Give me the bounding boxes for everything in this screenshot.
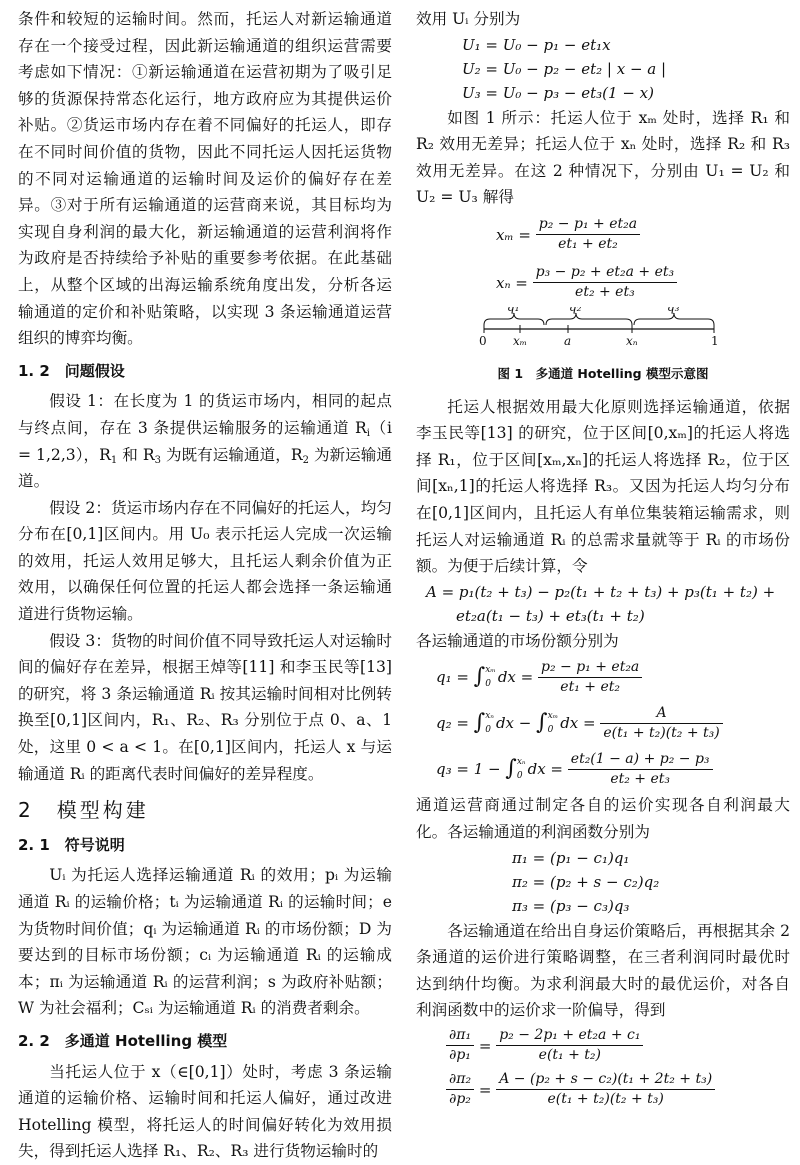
derivative-eq-1 [416, 1024, 790, 1068]
indifference-paragraph: 如图 1 所示：托运人位于 xₘ 处时，选择 R₁ 和 R₂ 效用无差异；托运人位于 xₙ 处时，选择 R₂ 和 R₃ 效用无差异。在这 2 种情况下，分别由 U₁ = U₂ 和 U₂ = U₃ 解得 [416, 108, 790, 207]
brace-q2 [546, 313, 632, 325]
integral-sign: ∫ [505, 756, 517, 782]
equals-sign: = [478, 1036, 492, 1055]
section-1-2-heading: 1. 2 问题假设 [18, 361, 125, 380]
profit-eq-1: π₁ = (p₁ − c₁)q₁ [512, 848, 630, 867]
hotelling-paragraph: 当托运人位于 x（∈[0,1]）处时，考虑 3 条运输通道的运输价格、运输时间和托运人偏好，通过改进 Hotelling 模型，将托运人的时间偏好转化为效用损失，得到托运人选择 R₁、R₂、R₃ 进行货物运输时的 [18, 1062, 392, 1161]
q2-lhs: q₂ = [436, 714, 469, 733]
d2-lhs-numerator: ∂π₂ [446, 1070, 474, 1090]
d1-lhs-numerator: ∂π₁ [446, 1026, 474, 1046]
figure-caption: 图 1 多通道 Hotelling 模型示意图 [497, 365, 709, 381]
profit-eq-2: π₂ = (p₂ + s − c₂)q₂ [512, 872, 660, 891]
q3-equation [416, 746, 790, 792]
profit-intro: 通道运营商通过制定各自的运价实现各自利润最大化。各运输通道的利润函数分别为 [416, 796, 790, 841]
q3-lhs: q₃ = 1 − [436, 760, 501, 779]
q3-denominator: et₂ + et₃ [610, 770, 670, 787]
equals-sign: = [478, 1080, 492, 1099]
label-0: 0 [479, 333, 487, 348]
section-2-2-heading: 2. 2 多通道 Hotelling 模型 [18, 1031, 228, 1050]
hotelling-diagram [416, 307, 790, 357]
xn-fraction [533, 263, 677, 302]
d1-lhs-denominator: ∂p₁ [449, 1047, 471, 1064]
q2-dx-minus: dx − [495, 714, 532, 733]
d1-rhs-fraction [496, 1026, 643, 1065]
q2-equation [416, 700, 790, 746]
q1-numerator: p₂ − p₁ + et₂a [538, 658, 642, 678]
left-column [18, 6, 392, 1165]
choice-paragraph: 托运人根据效用最大化原则选择运输通道，依据李玉民等[13] 的研究，位于区间[0,xₘ]的托运人将选择 R₁，位于区间[xₘ,xₙ]的托运人将选择 R₂，位于区间[xₙ,1]的托运人将选择 R₃。又因为托运人均匀分布在[0,1]区间内，且托运人有单位集装箱运输需求，则托运人对运输通道 Rᵢ 的总需求量就等于 Rᵢ 的市场份额。为便于后续计算，令 [416, 397, 790, 576]
label-q2: q₂ [569, 306, 582, 314]
derivative-eq-2 [416, 1068, 790, 1112]
section-2-1-heading: 2. 1 符号说明 [18, 835, 125, 854]
label-xm: xₘ [513, 333, 528, 348]
d1-numerator: p₂ − 2p₁ + et₂a + c₁ [496, 1026, 643, 1046]
utility-eq-3: U₃ = U₀ − p₃ − et₃(1 − x) [462, 83, 654, 102]
label-q1: q₁ [507, 306, 520, 314]
integral-limits: xₘ 0 [485, 665, 496, 690]
right-column [416, 6, 790, 1112]
assumption-1: 假设 1：在长度为 1 的货运市场内，相同的起点与终点间，存在 3 条提供运输服务的运输通道 $R_i(i = 1,2,3)$，$R_1$ 和 $R_3$ 为既有运输通道，$R_2$ 为新运输通道。 [18, 392, 392, 491]
xm-numerator: p₂ − p₁ + et₂a [536, 215, 640, 235]
profit-eq-3: π₃ = (p₃ − c₃)q₃ [512, 896, 630, 915]
q2-fraction [600, 704, 722, 743]
q1-equation [416, 654, 790, 700]
nash-paragraph: 各运输通道在给出自身运价策略后，再根据其余 2 条通道的运价进行策略调整，在三者利润同时最优时达到纳什均衡。为求利润最大时的最优运价，对各自利润函数中的运价求一阶偏导，得到 [416, 921, 790, 1020]
xm-equation [416, 211, 790, 259]
xm-lhs: xₘ = [496, 225, 531, 244]
A-definition-line-2: et₂a(t₁ − t₃) + et₃(t₁ + t₂) [456, 606, 645, 625]
xm-fraction [536, 215, 640, 254]
q3-dx: dx = [527, 760, 563, 779]
integral-limits: xₘ 0 [547, 711, 559, 736]
label-q3: q₃ [667, 306, 680, 314]
q2-denominator: e(t₁ + t₂)(t₂ + t₃) [603, 724, 720, 741]
q3-fraction [568, 750, 713, 789]
xn-numerator: p₃ − p₂ + et₂a + et₃ [533, 263, 677, 283]
section-2-heading: 2 模型构建 [18, 798, 149, 823]
d1-denominator: e(t₁ + t₂) [538, 1047, 601, 1064]
intro-paragraph: 条件和较短的运输时间。然而，托运人对新运输通道存在一个接受过程，因此新运输通道的组织运营需要考虑如下情况：①新运输通道在运营初期为了吸引足够的货源保持常态化运行，地方政府应为其提供运价补贴。②货运市场内存在着不同偏好的托运人，即存在不同时间价值的货物，因此不同托运人因托运货物的不同对运输通道的运输时间及运价的偏好存在差异。③对于所有运输通道的运营商来说，其目标均为实现自身利润的最大化，新运输通道的运营利润将作为政府是否持续给予补贴的重要参考依据。在此基础上，从整个区域的出海运输系统角度出发，分析各运输通道的定价和补贴策略，以实现 3 条运输通道运营组织的博弈均衡。 [18, 10, 392, 348]
integral-sign: ∫ [473, 664, 486, 690]
hotelling-figure [416, 307, 790, 357]
d1-lhs-fraction [446, 1026, 474, 1065]
q2-numerator: A [600, 704, 722, 724]
xn-denominator: et₂ + et₃ [575, 284, 635, 301]
xm-denominator: et₁ + et₂ [558, 236, 618, 253]
integral-limits: xₙ 0 [485, 711, 494, 736]
q2-dx: dx = [560, 714, 596, 733]
A-definition-line-1: A = p₁(t₂ + t₃) − p₂(t₁ + t₂ + t₃) + p₃(t₁ + t₂) + [426, 582, 776, 601]
d2-numerator: A − (p₂ + s − c₂)(t₁ + 2t₂ + t₃) [496, 1070, 715, 1090]
label-a: a [564, 333, 572, 348]
q1-dx: dx = [497, 668, 534, 687]
d2-rhs-fraction [496, 1070, 715, 1109]
integral-sign: ∫ [536, 710, 548, 736]
assumption-2: 假设 2：货运市场内存在不同偏好的托运人，均匀分布在[0,1]区间内。用 U₀ 表示托运人完成一次运输的效用，托运人效用足够大，且托运人剩余价值为正效用，以确保任何位置的托运人都会选择一条运输通道进行货物运输。 [18, 498, 392, 624]
q1-denominator: et₁ + et₂ [560, 678, 620, 695]
symbol-description: Uᵢ 为托运人选择运输通道 Rᵢ 的效用；pᵢ 为运输通道 Rᵢ 的运输价格；tᵢ 为运输通道 Rᵢ 的运输时间；e 为货物时间价值；qᵢ 为运输通道 Rᵢ 的市场份额；D 为要达到的目标市场份额；cᵢ 为运输通道 Rᵢ 的运输成本；πᵢ 为运输通道 Rᵢ 的运营利润；s 为政府补贴额；W 为社会福利；Cₛᵢ 为运输通道 Rᵢ 的消费者剩余。 [18, 866, 392, 1018]
q1-lhs: q₁ = [436, 668, 469, 687]
q1-fraction [538, 658, 642, 697]
assumption-3: 假设 3：货物的时间价值不同导致托运人对运输时间的偏好存在差异，根据王焯等[11] 和李玉民等[13] 的研究，将 3 条运输通道 Rᵢ 按其运输时间相对比例转换至[0,1]区间内，R₁、R₂、R₃ 分别位于点 0、a、1 处，这里 0 < a < 1。在[0,1]区间内，托运人 x 与运输通道 Rᵢ 的距离代表时间偏好的差异程度。 [18, 631, 392, 783]
xn-lhs: xₙ = [496, 273, 528, 292]
xn-equation [416, 259, 790, 307]
integral-limits: xₙ 0 [516, 757, 526, 782]
q3-numerator: et₂(1 − a) + p₂ − p₃ [568, 750, 713, 770]
label-xn: xₙ [626, 333, 638, 348]
d2-denominator: e(t₁ + t₂)(t₂ + t₃) [547, 1091, 664, 1108]
d2-lhs-denominator: ∂p₂ [449, 1091, 471, 1108]
utility-eq-2: U₂ = U₀ − p₂ − et₂ | x − a | [462, 59, 667, 78]
share-intro: 各运输通道的市场份额分别为 [416, 631, 619, 650]
utility-eq-1: U₁ = U₀ − p₁ − et₁x [462, 35, 611, 54]
d2-lhs-fraction [446, 1070, 474, 1109]
brace-q3 [634, 313, 714, 325]
brace-q1 [484, 313, 544, 325]
utility-intro: 效用 Uᵢ 分别为 [416, 10, 521, 28]
integral-sign: ∫ [473, 710, 486, 736]
label-1: 1 [711, 333, 719, 348]
